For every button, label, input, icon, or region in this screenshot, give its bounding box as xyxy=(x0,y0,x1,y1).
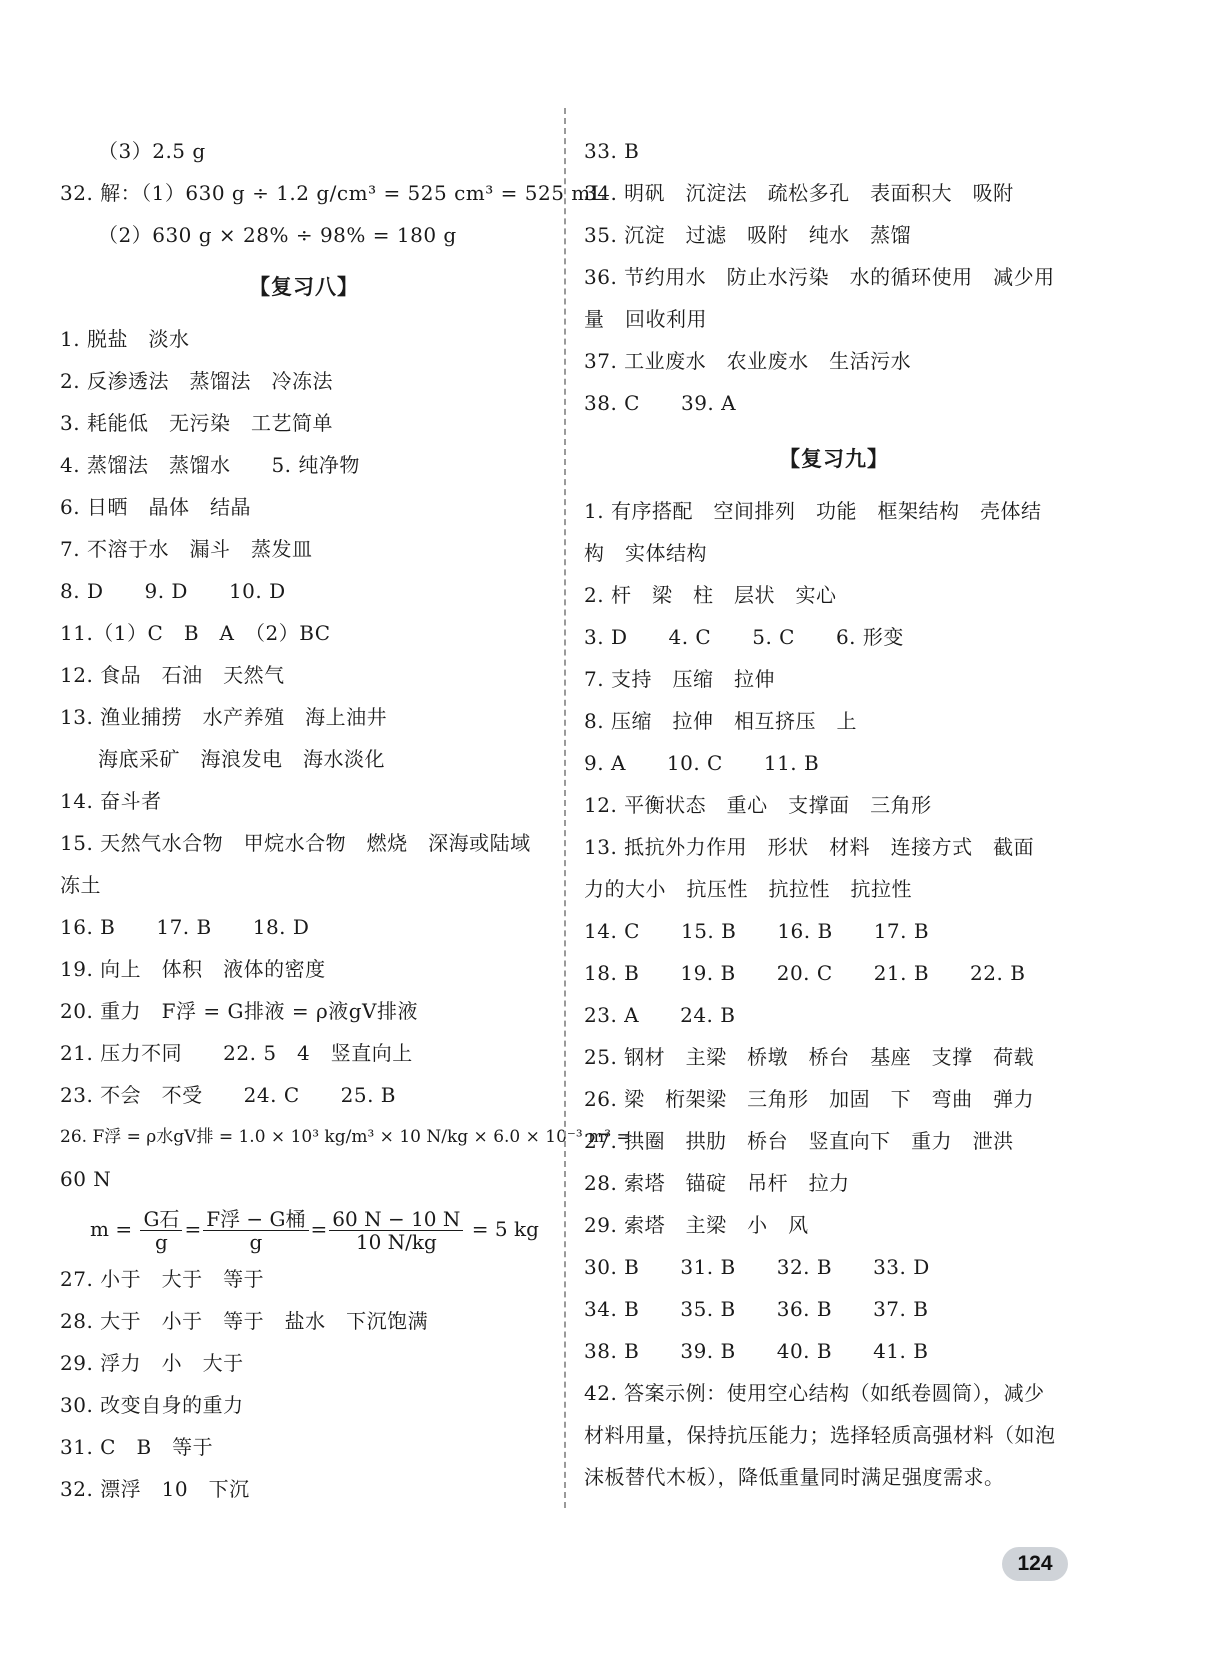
answer-line: 28. 大于 小于 等于 盐水 下沉饱满 xyxy=(60,1309,429,1333)
answer-line: 14. 奋斗者 xyxy=(60,789,162,813)
answer-line: 1. 脱盐 淡水 xyxy=(60,327,190,351)
answer-line: 18. B 19. B 20. C 21. B 22. B xyxy=(584,961,1026,985)
answer-line: 4. 蒸馏法 蒸馏水 5. 纯净物 xyxy=(60,453,360,477)
answer-line: 8. D 9. D 10. D xyxy=(60,579,286,603)
answer-line: 11.（1）C B A （2）BC xyxy=(60,621,331,645)
answer-line: 29. 浮力 小 大于 xyxy=(60,1351,244,1375)
answer-line: 19. 向上 体积 液体的密度 xyxy=(60,957,326,981)
answer-line: 36. 节约用水 防止水污染 水的循环使用 减少用 xyxy=(584,265,1055,289)
formula-fraction-2 xyxy=(203,1208,308,1253)
answer-line: 34. B 35. B 36. B 37. B xyxy=(584,1297,929,1321)
formula-fraction-3 xyxy=(329,1208,463,1253)
column-divider xyxy=(564,108,566,1508)
answer-line: 26. 梁 桁架梁 三角形 加固 下 弯曲 弹力 xyxy=(584,1087,1035,1111)
answer-line: 3. 耗能低 无污染 工艺简单 xyxy=(60,411,333,435)
answer-line: 27. 拱圈 拱肋 桥台 竖直向下 重力 泄洪 xyxy=(584,1129,1014,1153)
answer-line: 38. B 39. B 40. B 41. B xyxy=(584,1339,929,1363)
answer-line: 38. C 39. A xyxy=(584,391,737,415)
answer-line: 34. 明矾 沉淀法 疏松多孔 表面积大 吸附 xyxy=(584,181,1014,205)
answer-line: 构 实体结构 xyxy=(584,541,707,565)
formula-denominator: g xyxy=(155,1230,168,1254)
formula-lhs: m = xyxy=(90,1217,133,1241)
answer-line: 30. 改变自身的重力 xyxy=(60,1393,244,1417)
answer-line: 沫板替代木板），降低重量同时满足强度需求。 xyxy=(584,1465,1005,1489)
formula-numerator: 60 N − 10 N xyxy=(329,1208,463,1231)
formula-numerator: F浮 − G桶 xyxy=(203,1208,308,1231)
answer-line: 14. C 15. B 16. B 17. B xyxy=(584,919,930,943)
answer-line: 60 N xyxy=(60,1167,112,1191)
answer-line: 力的大小 抗压性 抗拉性 抗拉性 xyxy=(584,877,912,901)
answer-line: 8. 压缩 拉伸 相互挤压 上 xyxy=(584,709,857,733)
answer-line: 29. 索塔 主梁 小 风 xyxy=(584,1213,809,1237)
formula-denominator: 10 N/kg xyxy=(355,1230,437,1254)
answer-line: 6. 日晒 晶体 结晶 xyxy=(60,495,251,519)
answer-line: 2. 反渗透法 蒸馏法 冷冻法 xyxy=(60,369,333,393)
answer-line: 26. F浮 = ρ水gV排 = 1.0 × 10³ kg/m³ × 10 N/kg × 6.0 × 10⁻³ m³ = xyxy=(60,1127,631,1147)
right-column xyxy=(584,130,1084,1498)
answer-line: 9. A 10. C 11. B xyxy=(584,751,820,775)
answer-line: 28. 索塔 锚碇 吊杆 拉力 xyxy=(584,1171,850,1195)
formula-fraction-1 xyxy=(140,1208,182,1253)
formula-result: = 5 kg xyxy=(471,1217,539,1241)
answer-line: 3. D 4. C 5. C 6. 形变 xyxy=(584,625,904,649)
page-number: 124 xyxy=(1002,1547,1068,1581)
answer-line: 16. B 17. B 18. D xyxy=(60,915,310,939)
answer-line: 42. 答案示例：使用空心结构（如纸卷圆筒），减少 xyxy=(584,1381,1045,1405)
answer-line: 25. 钢材 主梁 桥墩 桥台 基座 支撑 荷载 xyxy=(584,1045,1035,1069)
mass-formula: m = $\frac{\text{G石}}{g}$ = $\frac{\text{F浮 − G桶}}{g}$ = $\frac{60 N - 10 N}{10 N/kg}$ = 5 kg xyxy=(90,1207,539,1254)
answer-line: 35. 沉淀 过滤 吸附 纯水 蒸馏 xyxy=(584,223,912,247)
answer-line: 1. 有序搭配 空间排列 功能 框架结构 壳体结 xyxy=(584,499,1042,523)
answer-line: 20. 重力 F浮 = G排液 = ρ液gV排液 xyxy=(60,999,418,1023)
answer-line: 15. 天然气水合物 甲烷水合物 燃烧 深海或陆域 xyxy=(60,831,531,855)
answer-line: 海底采矿 海浪发电 海水淡化 xyxy=(98,747,385,771)
formula-numerator: G石 xyxy=(140,1208,182,1231)
answer-line: （2）630 g × 28% ÷ 98% = 180 g xyxy=(98,223,457,247)
answer-line: 32. 漂浮 10 下沉 xyxy=(60,1477,250,1501)
answer-line: 2. 杆 梁 柱 层状 实心 xyxy=(584,583,837,607)
answer-line: 材料用量，保持抗压能力；选择轻质高强材料（如泡 xyxy=(584,1423,1056,1447)
answer-line: 7. 支持 压缩 拉伸 xyxy=(584,667,775,691)
answer-line: 27. 小于 大于 等于 xyxy=(60,1267,265,1291)
section-title-review-8: 【复习八】 xyxy=(249,274,359,299)
answer-line: 33. B xyxy=(584,139,640,163)
answer-line: 31. C B 等于 xyxy=(60,1435,214,1459)
answer-line: 13. 抵抗外力作用 形状 材料 连接方式 截面 xyxy=(584,835,1035,859)
answer-line: （3）2.5 g xyxy=(98,139,206,163)
answer-line: 量 回收利用 xyxy=(584,307,707,331)
section-title-review-9: 【复习九】 xyxy=(779,446,889,471)
answer-line: 37. 工业废水 农业废水 生活污水 xyxy=(584,349,912,373)
answer-line: 12. 平衡状态 重心 支撑面 三角形 xyxy=(584,793,932,817)
answer-line: 13. 渔业捕捞 水产养殖 海上油井 xyxy=(60,705,388,729)
answer-line: 冻土 xyxy=(60,873,101,897)
formula-denominator: g xyxy=(249,1230,263,1254)
answer-line: 23. 不会 不受 24. C 25. B xyxy=(60,1083,396,1107)
answer-line: 7. 不溶于水 漏斗 蒸发皿 xyxy=(60,537,313,561)
answer-line: 30. B 31. B 32. B 33. D xyxy=(584,1255,930,1279)
answer-line: 12. 食品 石油 天然气 xyxy=(60,663,285,687)
answer-line: 21. 压力不同 22. 5 4 竖直向上 xyxy=(60,1041,413,1065)
answer-line: 32. 解：（1）630 g ÷ 1.2 g/cm³ = 525 cm³ = 525 mL xyxy=(60,181,605,205)
answer-line: 23. A 24. B xyxy=(584,1003,736,1027)
